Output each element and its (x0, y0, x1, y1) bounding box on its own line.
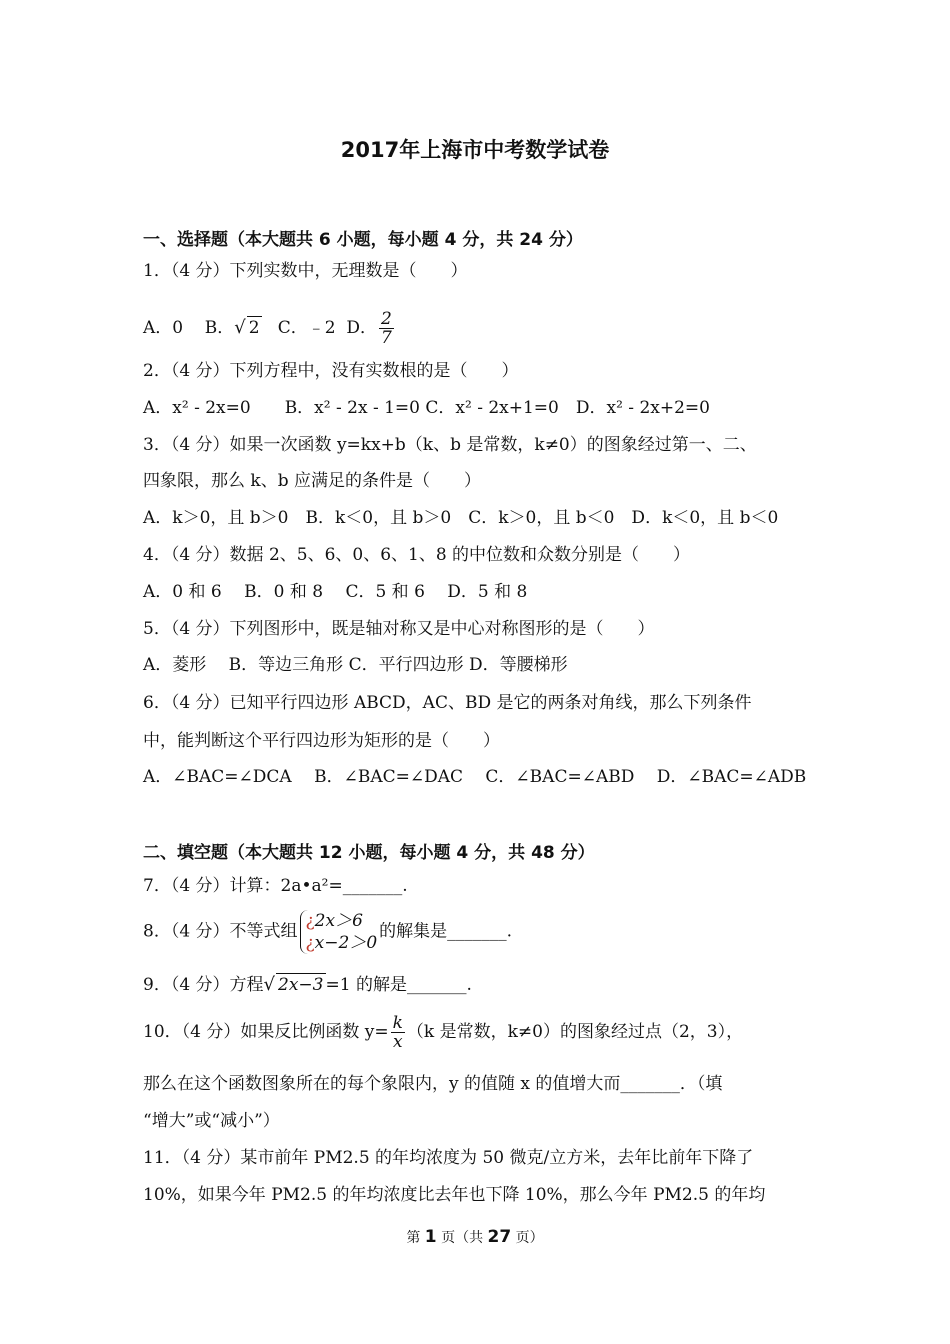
q10-post: （k 是常数，k≠0）的图象经过点（2，3）， (406, 1022, 744, 1042)
q3-stem-line2: 四象限，那么 k、b 应满足的条件是（ ） (143, 471, 481, 491)
q1-option-a: A．0 (143, 318, 184, 338)
page-footer (0, 1227, 950, 1247)
q9-pre: 9．（4 分）方程 (143, 975, 264, 995)
q5-options: A．菱形 B．等边三角形 C．平行四边形 D．等腰梯形 (143, 655, 568, 675)
footer-pre: 第 (406, 1230, 425, 1246)
q3-stem-line1: 3．（4 分）如果一次函数 y=kx+b（k、b 是常数，k≠0）的图象经过第一、二、 (143, 435, 757, 455)
q2-options: A．x² - 2x=0 B．x² - 2x - 1=0 C．x² - 2x+1=0 D．x² - 2x+2=0 (143, 398, 710, 418)
q8-line (143, 910, 512, 954)
q9-radicand: 2x−3 (278, 975, 324, 995)
q1-stem: 1．（4 分）下列实数中，无理数是（ ） (143, 261, 468, 281)
q6-options: A．∠BAC=∠DCA B．∠BAC=∠DAC C．∠BAC=∠ABD D．∠BAC=∠ADB (143, 767, 807, 787)
q10-pre: 10．（4 分）如果反比例函数 y= (143, 1022, 389, 1042)
section-heading-choice: 一、选择题（本大题共 6 小题，每小题 4 分，共 24 分） (143, 230, 583, 250)
footer-page-number: 1 (424, 1227, 437, 1247)
q9-line (143, 973, 472, 996)
page-title: 2017年上海市中考数学试卷 (340, 138, 610, 162)
q10-line1 (143, 1014, 743, 1051)
q8-post: 的解集是_______. (379, 921, 513, 942)
section-heading-fill: 二、填空题（本大题共 12 小题，每小题 4 分，共 48 分） (143, 843, 595, 863)
q10-fraction (391, 1014, 405, 1051)
q10-line2: 那么在这个函数图象所在的每个象限内，y 的值随 x 的值增大而_______．（填 (143, 1074, 723, 1094)
q1-option-b: B． (204, 318, 235, 338)
q4-options: A．0 和 6 B．0 和 8 C．5 和 6 D．5 和 8 (143, 582, 528, 602)
q6-stem-line1: 6．（4 分）已知平行四边形 ABCD，AC、BD 是它的两条对角线，那么下列条件 (143, 693, 752, 713)
footer-mid: 页（共 (436, 1230, 488, 1246)
fraction-denominator: 7 (381, 328, 392, 348)
footer-total-pages: 27 (487, 1227, 512, 1247)
q8-row1-mark: ¿ (305, 911, 315, 931)
q8-row2: x−2＞0 (314, 933, 378, 953)
q6-stem-line2: 中，能判断这个平行四边形为矩形的是（ ） (143, 731, 500, 751)
q7-text: 7．（4 分）计算：2a•a²=_______. (143, 876, 408, 896)
q4-stem: 4．（4 分）数据 2、5、6、0、6、1、8 的中位数和众数分别是（ ） (143, 545, 691, 565)
q8-pre: 8．（4 分）不等式组 (143, 921, 298, 942)
q9-post: =1 的解是_______. (325, 975, 472, 995)
q2-stem: 2．（4 分）下列方程中，没有实数根的是（ ） (143, 361, 519, 381)
q5-stem: 5．（4 分）下列图形中，既是轴对称又是中心对称图形的是（ ） (143, 619, 655, 639)
q1-option-c: C．﹣2 (277, 318, 336, 338)
q1-options (143, 310, 396, 347)
fraction-numerator: 2 (381, 309, 392, 329)
q1-option-d: D． (346, 318, 378, 338)
q3-options: A．k＞0，且 b＞0 B．k＜0，且 b＞0 C．k＞0，且 b＜0 D．k＜0，且 b＜0 (143, 508, 779, 528)
q1-option-b-radicand: 2 (248, 318, 260, 338)
q10-line3: “增大”或“减小”） (143, 1111, 280, 1131)
q11-line2: 10%，如果今年 PM2.5 的年均浓度比去年也下降 10%，那么今年 PM2.5 的年均 (143, 1185, 766, 1205)
q8-row1: 2x＞6 (314, 911, 363, 931)
inequality-system (300, 910, 378, 954)
q1-option-d-fraction (379, 310, 394, 347)
footer-post: 页） (511, 1230, 544, 1246)
sqrt-symbol: √ (234, 317, 246, 338)
q11-line1: 11．（4 分）某市前年 PM2.5 的年均浓度为 50 微克/立方米，去年比前年下降了 (143, 1148, 754, 1168)
fraction-denominator: x (392, 1032, 403, 1052)
fraction-numerator: k (392, 1013, 403, 1033)
q8-row2-mark: ¿ (305, 933, 315, 953)
sqrt-symbol: √ (263, 974, 276, 995)
